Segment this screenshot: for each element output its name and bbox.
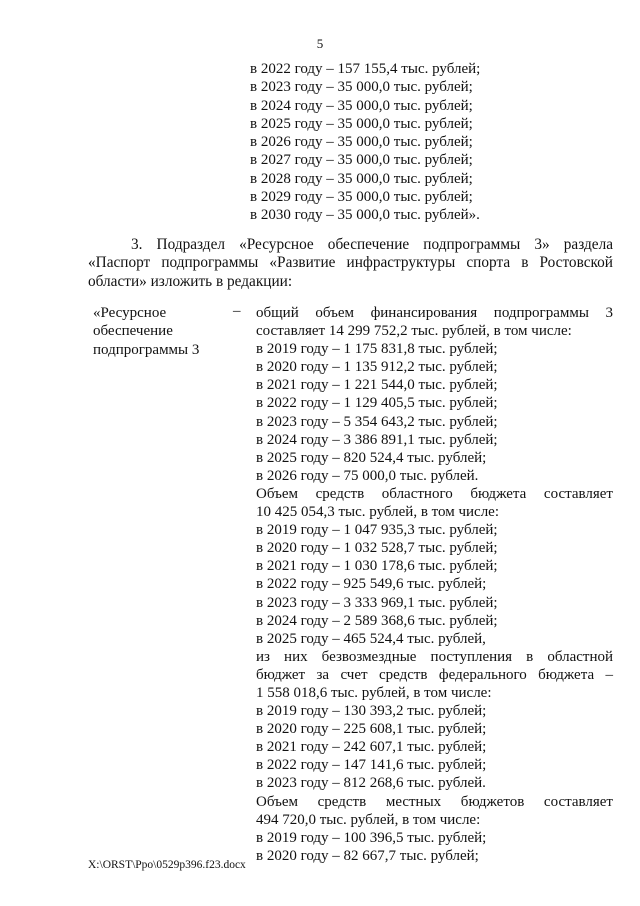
text-line: общий объем финансирования подпрограммы 3 <box>256 305 613 321</box>
list-item: в 2025 году – 820 524,4 тыс. рублей; <box>256 449 487 466</box>
list-item: в 2021 году – 242 607,1 тыс. рублей; <box>256 739 487 756</box>
list-item: в 2021 году – 1 221 544,0 тыс. рублей; <box>256 377 498 394</box>
table-value-cell <box>256 304 613 865</box>
page-number: 5 <box>316 36 324 51</box>
table-label-line: «Ресурсное <box>93 305 167 321</box>
list-item: в 2023 году – 812 268,6 тыс. рублей. <box>256 775 486 792</box>
list-item: в 2024 году – 35 000,0 тыс. рублей; <box>250 97 473 114</box>
list-item: в 2026 году – 35 000,0 тыс. рублей; <box>250 134 473 151</box>
list-item: в 2021 году – 1 030 178,6 тыс. рублей; <box>256 558 498 575</box>
text-line: составляет 14 299 752,2 тыс. рублей, в том числе: <box>256 323 572 340</box>
table-label-cell <box>93 304 238 359</box>
table-dash: – <box>233 303 241 319</box>
list-item: в 2025 году – 465 524,4 тыс. рублей, <box>256 630 486 647</box>
list-item: в 2019 году – 1 047 935,3 тыс. рублей; <box>256 522 498 539</box>
list-item: в 2023 году – 3 333 969,1 тыс. рублей; <box>256 594 498 611</box>
list-item: в 2025 году – 35 000,0 тыс. рублей; <box>250 115 473 132</box>
list-item: в 2020 году – 82 667,7 тыс. рублей; <box>256 847 479 864</box>
text-line: бюджет за счет средств федерального бюджета – <box>256 666 613 683</box>
file-path-footer: X:\ORST\Ppo\0529p396.f23.docx <box>88 859 246 871</box>
list-item: в 2022 году – 1 129 405,5 тыс. рублей; <box>256 395 498 412</box>
list-item: в 2019 году – 100 396,5 тыс. рублей; <box>256 829 487 846</box>
table-label-line: обеспечение <box>93 323 173 340</box>
list-item: в 2026 году – 75 000,0 тыс. рублей. <box>256 467 479 484</box>
list-item: в 2024 году – 2 589 368,6 тыс. рублей; <box>256 612 498 629</box>
list-item: в 2022 году – 925 549,6 тыс. рублей; <box>256 576 487 593</box>
list-item: в 2023 году – 5 354 643,2 тыс. рублей; <box>256 413 498 430</box>
text-line: 1 558 018,6 тыс. рублей, в том числе: <box>256 684 492 701</box>
list-item: в 2020 году – 225 608,1 тыс. рублей; <box>256 721 487 738</box>
list-item: в 2029 году – 35 000,0 тыс. рублей; <box>250 189 473 206</box>
list-item: в 2023 году – 35 000,0 тыс. рублей; <box>250 79 473 96</box>
amendment-paragraph: 3. Подраздел «Ресурсное обеспечение подпрограммы 3» раздела «Паспорт подпрограммы «Развитие инфраструктуры спорта в Ростовской области» изложить в редакции: <box>88 236 613 290</box>
list-item: в 2024 году – 3 386 891,1 тыс. рублей; <box>256 431 498 448</box>
text-line: Объем средств местных бюджетов составляет <box>256 793 613 810</box>
text-line: 494 720,0 тыс. рублей, в том числе: <box>256 811 481 828</box>
list-item: в 2022 году – 147 141,6 тыс. рублей; <box>256 757 487 774</box>
text-line: 10 425 054,3 тыс. рублей, в том числе: <box>256 504 500 521</box>
list-item: в 2022 году – 157 155,4 тыс. рублей; <box>250 61 481 77</box>
list-item: в 2030 году – 35 000,0 тыс. рублей». <box>250 207 480 224</box>
text-line: Объем средств областного бюджета составляет <box>256 485 613 502</box>
list-item: в 2019 году – 130 393,2 тыс. рублей; <box>256 703 487 720</box>
list-item: в 2019 году – 1 175 831,8 тыс. рублей; <box>256 341 498 358</box>
funding-list-continued <box>250 60 480 225</box>
list-item: в 2028 году – 35 000,0 тыс. рублей; <box>250 170 473 187</box>
list-item: в 2027 году – 35 000,0 тыс. рублей; <box>250 152 473 169</box>
list-item: в 2020 году – 1 135 912,2 тыс. рублей; <box>256 359 498 376</box>
table-label-line: подпрограммы 3 <box>93 341 200 358</box>
text-line: из них безвозмездные поступления в областной <box>256 648 613 665</box>
list-item: в 2020 году – 1 032 528,7 тыс. рублей; <box>256 540 498 557</box>
